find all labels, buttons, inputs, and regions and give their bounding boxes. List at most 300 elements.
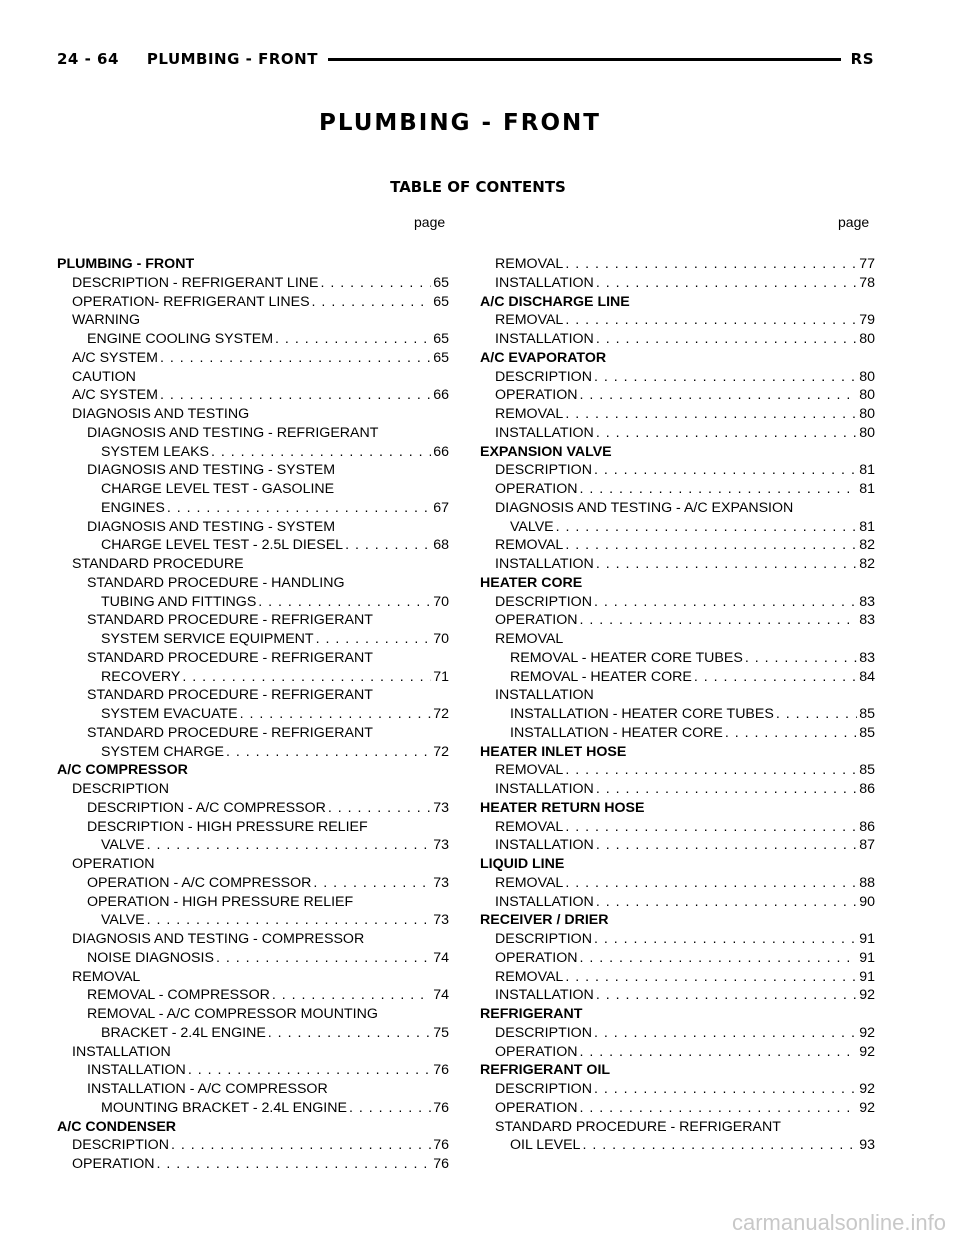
toc-page-number: 85 [859,724,875,741]
toc-page-number: 65 [433,293,449,310]
toc-entry [480,274,875,293]
toc-entry-text: INSTALLATION [495,837,594,854]
toc-entry [57,349,449,368]
toc-entry-text: REMOVAL [495,256,564,272]
toc-page-number: 70 [433,631,449,647]
toc-entry-text: DIAGNOSIS AND TESTING - SYSTEM [87,462,336,479]
dot-leader [226,743,431,762]
toc-entry [480,743,875,762]
toc-page-number: 65 [433,349,449,366]
toc-page-number: 87 [859,837,875,854]
toc-entry-text: LIQUID LINE [480,856,565,872]
toc-entry [57,761,449,780]
toc-entry-text: SYSTEM LEAKS [101,443,210,460]
toc-entry [480,461,875,480]
toc-entry-text: STANDARD PROCEDURE - REFRIGERANT [87,724,373,741]
toc-entry [480,424,875,443]
toc-page-number: 76 [433,1062,449,1079]
toc-entry [480,649,875,668]
toc-entry [57,499,449,518]
toc-entry [480,836,875,855]
toc-entry-text: DIAGNOSIS AND TESTING - COMPRESSOR [72,931,365,947]
toc-entry-text: A/C DISCHARGE LINE [480,293,630,310]
toc-entry [480,555,875,574]
toc-entry-text: REMOVAL [495,818,564,835]
toc-entry [480,611,875,630]
dot-leader [275,330,431,349]
toc-entry-text: REFRIGERANT [480,1006,583,1022]
toc-entry-text: DESCRIPTION [72,781,169,797]
toc-page-number: 65 [433,331,449,347]
toc-entry-text: OPERATION [495,1099,578,1116]
toc-entry-text: OPERATION - A/C COMPRESSOR [87,874,312,891]
toc-entry [57,293,449,312]
toc-page-number: 72 [433,743,449,760]
toc-page-number: 80 [859,424,875,441]
toc-entry [57,611,449,630]
dot-leader [160,349,431,368]
toc-page-number: 82 [859,537,875,554]
toc-entry-text: DESCRIPTION - REFRIGERANT LINE [72,274,319,291]
dot-leader [594,461,857,480]
toc-entry [480,668,875,687]
toc-entry [480,1024,875,1043]
toc-page-number: 74 [433,949,449,966]
toc-page-number: 73 [433,912,449,929]
toc-entry-text: TUBING AND FITTINGS [101,593,257,610]
toc-page-number: 92 [859,1043,875,1060]
toc-entry-text: INSTALLATION [495,893,594,910]
toc-entry-text: MOUNTING BRACKET - 2.4L ENGINE [101,1099,347,1116]
toc-entry [57,780,449,799]
toc-title: TABLE OF CONTENTS [390,178,566,196]
toc-entry [480,386,875,405]
toc-entry [57,255,449,274]
dot-leader [328,799,431,818]
toc-page-number: 65 [433,274,449,291]
page-title: PLUMBING - FRONT [319,110,601,136]
toc-entry [57,518,449,537]
toc-entry-text: A/C EVAPORATOR [480,349,607,366]
dot-leader [596,893,857,912]
left-page-label: page [414,214,446,230]
toc-entry-text: STANDARD PROCEDURE - REFRIGERANT [87,649,373,666]
toc-entry [480,686,875,705]
dot-leader [320,274,431,293]
dot-leader [171,1136,431,1155]
toc-page-number: 85 [859,706,875,722]
toc-entry-text: REMOVAL [72,968,141,985]
dot-leader [745,649,857,668]
dot-leader [596,330,857,349]
toc-page-number: 70 [433,593,449,610]
toc-entry [480,443,875,462]
dot-leader [596,780,857,799]
dot-leader [157,1155,432,1174]
dot-leader [147,836,432,855]
toc-entry [57,968,449,987]
header-code: RS [850,50,874,68]
toc-entry [480,968,875,987]
toc-entry-text: DESCRIPTION [495,1081,592,1097]
toc-entry-text: INSTALLATION - A/C COMPRESSOR [87,1081,328,1097]
dot-leader [565,818,857,837]
toc-page-number: 80 [859,387,875,404]
header-rule [328,58,841,61]
toc-entry-text: CHARGE LEVEL TEST - GASOLINE [101,481,335,497]
toc-entry [57,911,449,930]
toc-entry [480,986,875,1005]
toc-entry-text: RECOVERY [101,668,181,685]
toc-entry-text: REMOVAL - COMPRESSOR [87,987,270,1004]
dot-leader [211,443,431,462]
toc-page-number: 91 [859,968,875,985]
toc-entry [57,836,449,855]
toc-entry-text: CAUTION [72,368,136,385]
toc-entry [480,949,875,968]
dot-leader [272,986,431,1005]
toc-entry [57,443,449,462]
toc-page-number: 86 [859,818,875,835]
toc-entry [57,1155,449,1174]
toc-entry-text: OPERATION - HIGH PRESSURE RELIEF [87,893,354,910]
toc-entry-text: INSTALLATION [495,331,594,347]
toc-entry-text: DESCRIPTION - HIGH PRESSURE RELIEF [87,818,368,835]
toc-page-number: 80 [859,368,875,385]
toc-entry [480,349,875,368]
toc-entry-text: STANDARD PROCEDURE - REFRIGERANT [87,687,373,704]
toc-entry-text: VALVE [101,912,145,929]
toc-page-number: 92 [859,987,875,1004]
toc-page-number: 84 [859,668,875,685]
toc-entry-text: DIAGNOSIS AND TESTING [72,406,250,422]
toc-entry [480,761,875,780]
toc-page-number: 75 [433,1024,449,1041]
toc-entry-text: OPERATION [495,1043,578,1060]
toc-entry [57,274,449,293]
toc-entry-text: WARNING [72,312,141,329]
toc-entry [480,1043,875,1062]
toc-entry-text: ENGINES [101,499,165,516]
dot-leader [556,518,858,537]
toc-entry-text: REFRIGERANT OIL [480,1062,611,1079]
toc-page-number: 78 [859,274,875,291]
toc-entry-text: OIL LEVEL [510,1137,581,1154]
toc-entry-text: REMOVAL [495,406,564,422]
toc-entry-text: DIAGNOSIS AND TESTING - REFRIGERANT [87,424,379,441]
toc-page-number: 86 [859,781,875,797]
toc-entry-text: REMOVAL [495,874,564,891]
toc-left-column [57,255,449,1174]
toc-page-number: 72 [433,706,449,722]
toc-entry [480,1099,875,1118]
header-section: PLUMBING - FRONT [146,50,318,68]
dot-leader [345,536,431,555]
toc-entry-text: DESCRIPTION [495,368,592,385]
toc-entry [57,686,449,705]
toc-entry [480,255,875,274]
dot-leader [596,274,857,293]
toc-entry-text: ENGINE COOLING SYSTEM [87,331,274,347]
toc-entry-text: DESCRIPTION - A/C COMPRESSOR [87,799,326,816]
dot-leader [216,949,431,968]
toc-entry [57,724,449,743]
toc-page-number: 93 [859,1137,875,1154]
toc-entry [57,1043,449,1062]
toc-entry [480,630,875,649]
dot-leader [316,630,432,649]
toc-entry-text: HEATER RETURN HOSE [480,799,645,816]
toc-entry [57,893,449,912]
toc-entry-text: OPERATION [72,856,155,872]
toc-page-number: 73 [433,799,449,816]
dot-leader [167,499,431,518]
toc-entry [57,818,449,837]
toc-entry [480,1005,875,1024]
dot-leader [240,705,432,724]
toc-entry [480,705,875,724]
toc-entry [57,743,449,762]
toc-page-number: 81 [859,462,875,479]
toc-entry [480,293,875,312]
toc-entry-text: REMOVAL - A/C COMPRESSOR MOUNTING [87,1006,378,1022]
toc-entry [57,949,449,968]
dot-leader [349,1099,431,1118]
dot-leader [580,1043,858,1062]
toc-entry [480,330,875,349]
dot-leader [594,1024,857,1043]
toc-entry-text: A/C SYSTEM [72,387,158,404]
toc-entry [480,405,875,424]
toc-page-number: 81 [859,481,875,497]
toc-page-number: 77 [859,256,875,272]
toc-entry-text: EXPANSION VALVE [480,443,612,460]
toc-entry-text: HEATER CORE [480,574,583,591]
toc-page-number: 83 [859,593,875,610]
dot-leader [160,386,431,405]
dot-leader [565,761,857,780]
toc-entry [480,518,875,537]
toc-page-number: 82 [859,556,875,572]
toc-page-number: 73 [433,837,449,854]
toc-entry-text: INSTALLATION [87,1062,186,1079]
toc-entry [57,405,449,424]
toc-entry-text: INSTALLATION [495,274,594,291]
toc-entry [57,799,449,818]
toc-entry [57,1099,449,1118]
toc-entry [57,930,449,949]
toc-entry-text: INSTALLATION [495,987,594,1004]
toc-entry [480,368,875,387]
toc-entry [57,1024,449,1043]
toc-page-number: 73 [433,874,449,891]
toc-entry [57,874,449,893]
toc-entry-text: RECEIVER / DRIER [480,912,609,929]
dot-leader [565,968,857,987]
toc-page-number: 92 [859,1099,875,1116]
toc-entry-text: A/C CONDENSER [57,1118,177,1135]
toc-entry [57,480,449,499]
toc-entry [480,1118,875,1137]
toc-entry-text: INSTALLATION [495,424,594,441]
toc-page-number: 92 [859,1081,875,1097]
toc-entry [480,893,875,912]
toc-entry [480,911,875,930]
dot-leader [596,555,857,574]
header-page-number: 24 - 64 [57,50,119,68]
toc-entry-text: OPERATION [72,1156,155,1172]
dot-leader [580,949,858,968]
toc-entry [480,818,875,837]
toc-entry [480,536,875,555]
toc-entry [57,574,449,593]
toc-entry [480,1061,875,1080]
toc-entry [57,1080,449,1099]
toc-entry-text: DIAGNOSIS AND TESTING - SYSTEM [87,518,336,535]
toc-entry-text: REMOVAL [495,968,564,985]
toc-entry [57,630,449,649]
dot-leader [580,1099,858,1118]
dot-leader [312,293,432,312]
toc-entry-text: NOISE DIAGNOSIS [87,949,214,966]
toc-entry [480,799,875,818]
toc-entry-text: REMOVAL - HEATER CORE [510,668,692,685]
watermark: carmanualsonline.info [731,1210,946,1235]
dot-leader [776,705,857,724]
toc-entry-text: A/C COMPRESSOR [57,762,188,779]
toc-entry [57,986,449,1005]
dot-leader [596,986,857,1005]
running-header [57,46,874,72]
toc-entry-text: INSTALLATION [495,556,594,572]
toc-entry-text: BRACKET - 2.4L ENGINE [101,1024,266,1041]
toc-entry [57,461,449,480]
toc-entry [57,386,449,405]
toc-entry-text: OPERATION [495,612,578,629]
toc-entry [57,330,449,349]
dot-leader [565,405,857,424]
toc-page-number: 83 [859,612,875,629]
dot-leader [596,424,857,443]
toc-entry [57,593,449,612]
toc-entry [480,874,875,893]
toc-entry-text: INSTALLATION [72,1043,171,1060]
toc-page-number: 90 [859,893,875,910]
toc-entry [480,480,875,499]
toc-entry-text: SYSTEM CHARGE [101,743,224,760]
toc-entry-text: OPERATION [495,949,578,966]
toc-entry-text: REMOVAL - HEATER CORE TUBES [510,649,743,666]
dot-leader [725,724,857,743]
toc-page-number: 92 [859,1024,875,1041]
toc-entry [57,536,449,555]
toc-page-number: 91 [859,931,875,947]
toc-entry [57,855,449,874]
toc-page-number: 68 [433,537,449,554]
dot-leader [565,311,857,330]
dot-leader [594,1080,857,1099]
toc-entry-text: CHARGE LEVEL TEST - 2.5L DIESEL [101,537,344,554]
toc-entry-text: STANDARD PROCEDURE [72,556,244,572]
toc-page-number: 67 [433,499,449,516]
toc-entry-text: STANDARD PROCEDURE - REFRIGERANT [87,612,373,629]
toc-entry [57,555,449,574]
dot-leader [565,255,857,274]
toc-entry-text: REMOVAL [495,312,564,329]
toc-entry [57,1136,449,1155]
toc-entry-text: REMOVAL [495,631,564,647]
toc-entry-text: DESCRIPTION [72,1137,169,1154]
toc-entry [480,574,875,593]
toc-page-number: 66 [433,443,449,460]
dot-leader [580,611,858,630]
toc-entry-text: REMOVAL [495,762,564,779]
toc-entry [57,705,449,724]
toc-page-number: 88 [859,874,875,891]
toc-entry-text: VALVE [101,837,145,854]
dot-leader [596,836,857,855]
toc-entry [480,855,875,874]
toc-entry-text: PLUMBING - FRONT [57,256,195,272]
dot-leader [182,668,431,687]
dot-leader [268,1024,431,1043]
dot-leader [694,668,857,687]
toc-page-number: 76 [433,1099,449,1116]
toc-entry-text: OPERATION [495,387,578,404]
toc-entry-text: DESCRIPTION [495,593,592,610]
toc-page-number: 66 [433,387,449,404]
toc-page-number: 80 [859,406,875,422]
toc-entry-text: STANDARD PROCEDURE - HANDLING [87,574,345,591]
toc-page-number: 79 [859,312,875,329]
dot-leader [582,1136,857,1155]
dot-leader [313,874,431,893]
toc-right-column [480,255,875,1155]
dot-leader [147,911,432,930]
toc-entry-text: VALVE [510,518,554,535]
toc-entry-text: SYSTEM SERVICE EQUIPMENT [101,631,314,647]
toc-entry-text: DESCRIPTION [495,462,592,479]
right-page-label: page [838,214,870,230]
toc-page-number: 76 [433,1156,449,1172]
toc-entry-text: HEATER INLET HOSE [480,743,627,760]
toc-page-number: 91 [859,949,875,966]
toc-entry [57,424,449,443]
toc-entry-text: INSTALLATION - HEATER CORE [510,724,723,741]
toc-page-number: 83 [859,649,875,666]
toc-entry [480,1136,875,1155]
toc-entry [57,1061,449,1080]
toc-entry [480,930,875,949]
toc-page-number: 80 [859,331,875,347]
toc-page-number: 74 [433,987,449,1004]
toc-entry [57,649,449,668]
toc-entry-text: A/C SYSTEM [72,349,158,366]
toc-entry-text: SYSTEM EVACUATE [101,706,238,722]
dot-leader [594,593,857,612]
toc-entry-text: DESCRIPTION [495,1024,592,1041]
toc-page-number: 71 [433,668,449,685]
toc-entry-text: DESCRIPTION [495,931,592,947]
dot-leader [580,480,858,499]
dot-leader [565,536,857,555]
dot-leader [188,1061,431,1080]
toc-entry [57,668,449,687]
toc-entry [480,593,875,612]
toc-entry [480,311,875,330]
toc-entry-text: OPERATION- REFRIGERANT LINES [72,293,310,310]
toc-page-number: 85 [859,762,875,779]
